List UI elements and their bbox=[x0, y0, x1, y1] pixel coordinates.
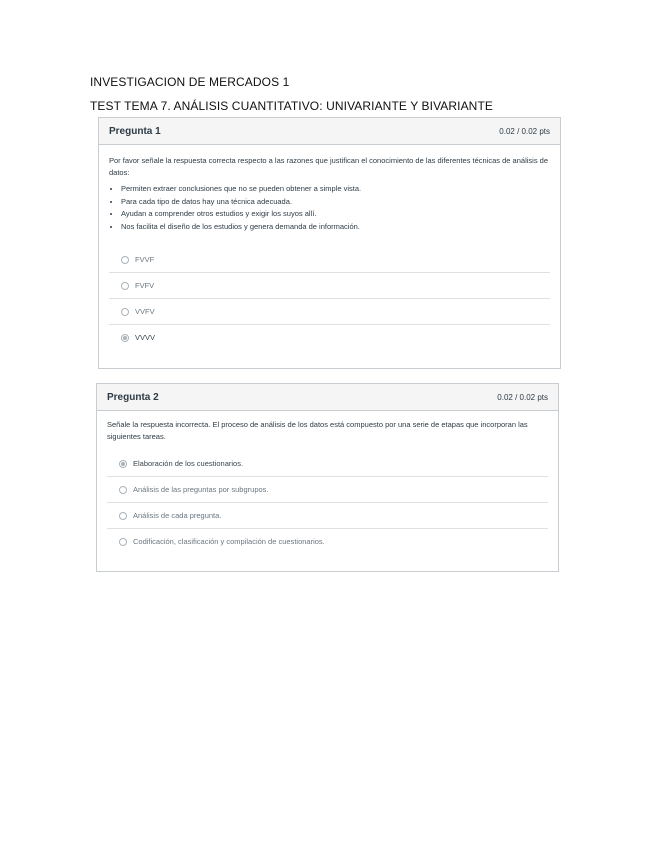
answer-option-selected[interactable] bbox=[109, 324, 550, 350]
answer-label: Análisis de cada pregunta. bbox=[133, 510, 222, 520]
answer-label: Codificación, clasificación y compilación de cuestionarios. bbox=[133, 536, 325, 546]
statement-item: • Permiten extraer conclusiones que no se pueden obtener a simple vista. bbox=[121, 183, 550, 196]
question-body bbox=[99, 145, 560, 350]
question-title: Pregunta 2 bbox=[107, 391, 159, 403]
question-header bbox=[99, 118, 560, 145]
radio-icon[interactable] bbox=[121, 308, 129, 316]
statement-item: • Ayudan a comprender otros estudios y exigir los suyos allí. bbox=[121, 208, 550, 221]
answer-label: Análisis de las preguntas por subgrupos. bbox=[133, 484, 269, 494]
statement-list bbox=[109, 183, 550, 233]
document-subtitle: TEST TEMA 7. ANÁLISIS CUANTITATIVO: UNIVARIANTE Y BIVARIANTE bbox=[90, 99, 493, 113]
radio-icon[interactable] bbox=[121, 256, 129, 264]
answer-option[interactable] bbox=[109, 247, 550, 272]
question-card-2 bbox=[96, 383, 559, 572]
question-text: Por favor señale la respuesta correcta respecto a las razones que justifican el conocimiento de las diferentes técnicas de análisis de datos: bbox=[109, 156, 548, 177]
answer-label: Elaboración de los cuestionarios. bbox=[133, 458, 244, 468]
answer-label: VVVV bbox=[135, 332, 156, 342]
question-card-1 bbox=[98, 117, 561, 369]
radio-checked-icon[interactable] bbox=[119, 460, 127, 468]
document-title: INVESTIGACION DE MERCADOS 1 bbox=[90, 75, 290, 89]
radio-icon[interactable] bbox=[119, 486, 127, 494]
statement-item: • Nos facilita el diseño de los estudios y genera demanda de información. bbox=[121, 221, 550, 234]
question-header bbox=[97, 384, 558, 411]
answer-list bbox=[109, 247, 550, 350]
statement-item: • Para cada tipo de datos hay una técnica adecuada. bbox=[121, 196, 550, 209]
question-points: 0.02 / 0.02 pts bbox=[497, 392, 548, 402]
radio-icon[interactable] bbox=[119, 512, 127, 520]
radio-icon[interactable] bbox=[121, 282, 129, 290]
answer-option[interactable] bbox=[107, 528, 548, 554]
answer-option[interactable] bbox=[107, 476, 548, 502]
question-title: Pregunta 1 bbox=[109, 125, 161, 137]
answer-label: FVVF bbox=[135, 254, 155, 264]
question-points: 0.02 / 0.02 pts bbox=[499, 126, 550, 136]
answer-list bbox=[107, 451, 548, 554]
answer-option-selected[interactable] bbox=[107, 451, 548, 476]
radio-icon[interactable] bbox=[119, 538, 127, 546]
answer-option[interactable] bbox=[109, 298, 550, 324]
answer-label: FVFV bbox=[135, 280, 155, 290]
question-body bbox=[97, 411, 558, 554]
answer-option[interactable] bbox=[107, 502, 548, 528]
answer-option[interactable] bbox=[109, 272, 550, 298]
answer-label: VVFV bbox=[135, 306, 155, 316]
question-text: Señale la respuesta incorrecta. El proceso de análisis de los datos está compuesto por una serie de etapas que incorporan las siguientes tareas. bbox=[107, 420, 528, 441]
radio-checked-icon[interactable] bbox=[121, 334, 129, 342]
